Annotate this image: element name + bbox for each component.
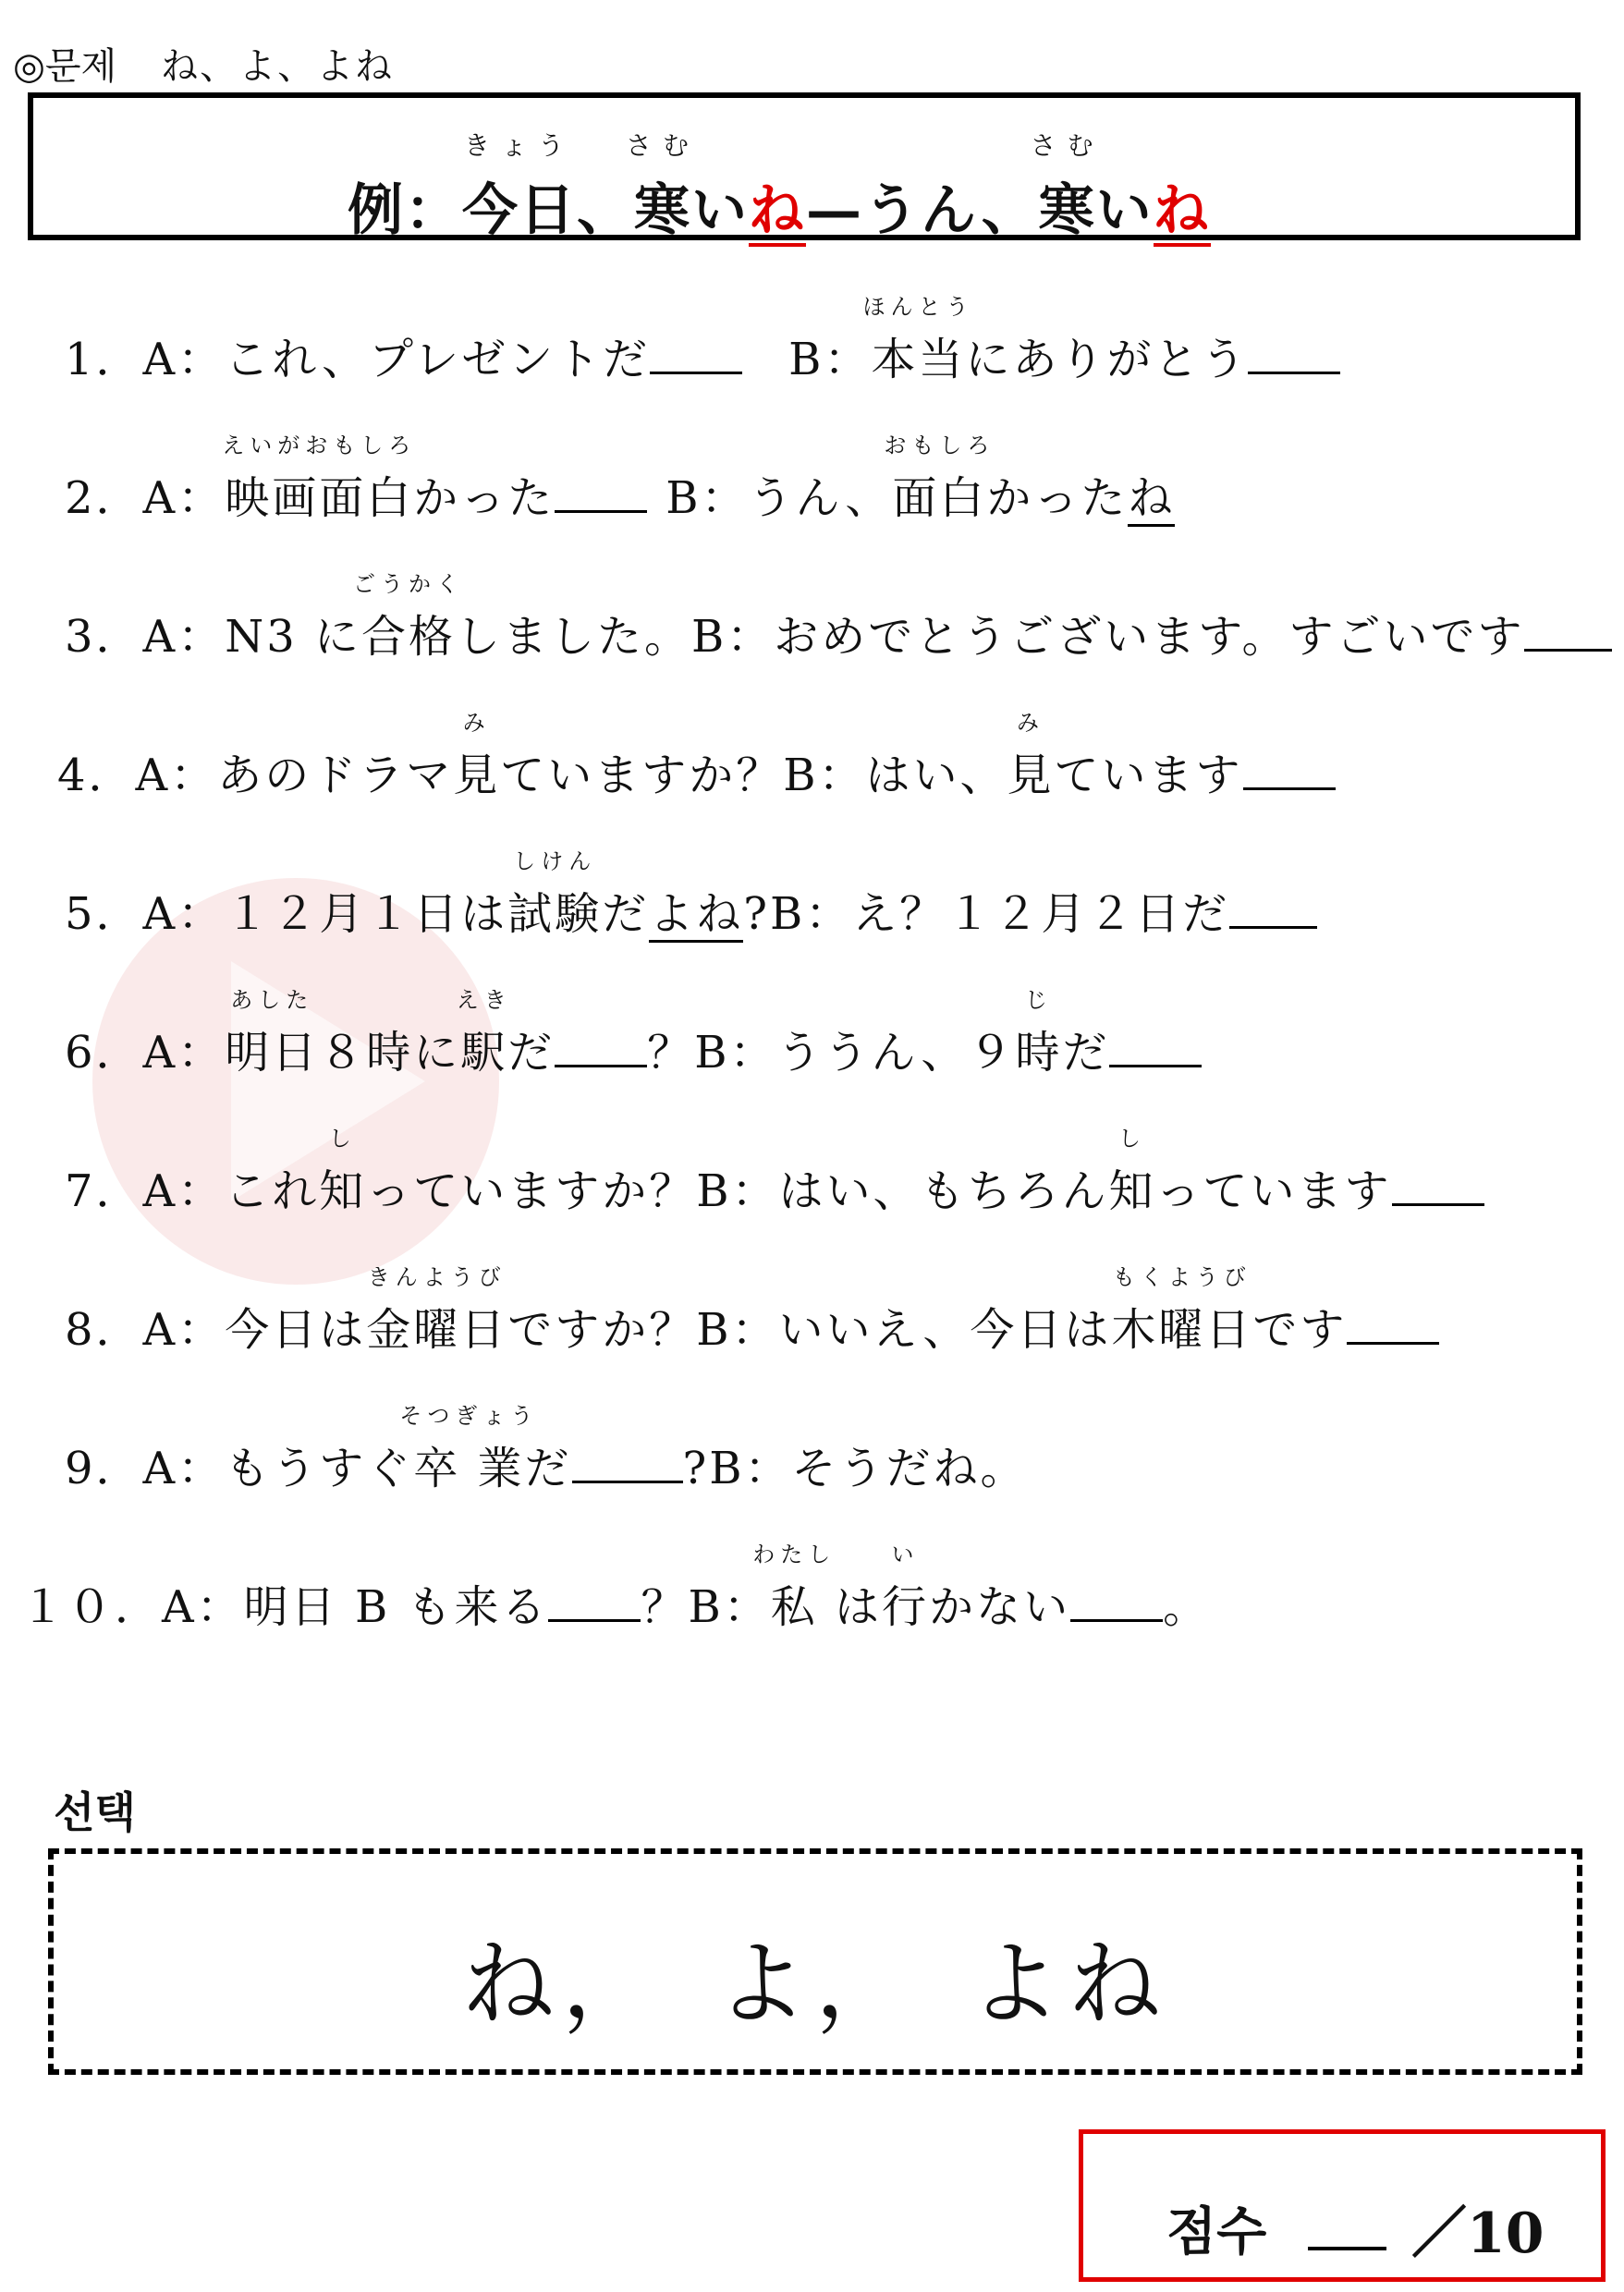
answer-blank[interactable]	[1109, 1024, 1202, 1067]
answer-blank[interactable]	[1070, 1579, 1163, 1622]
score-total: ／10	[1411, 2201, 1545, 2266]
answer-blank[interactable]	[1524, 608, 1612, 652]
ruby-text: わたし	[752, 1542, 836, 1567]
problem-mark: ◎문제	[13, 45, 117, 88]
answer-blank[interactable]	[650, 331, 742, 374]
question-number: 1．	[65, 334, 143, 385]
question-number: 9．	[65, 1443, 143, 1494]
question-text: ています	[1054, 750, 1243, 801]
example-comma: 、	[577, 178, 634, 243]
ruby-base: 今日	[462, 178, 577, 243]
question-text: っていますか？B：はい、もちろん	[366, 1165, 1109, 1217]
choice-label: 선택	[54, 1787, 136, 1837]
question-text: しました。B：おめでとうございます。すごいです	[456, 611, 1525, 663]
example-prefix: 例：	[348, 178, 462, 243]
ruby-base: 本当	[871, 334, 966, 385]
ruby-text: もくようび	[1112, 1264, 1252, 1290]
example-reply: —うん、	[806, 178, 1039, 243]
ruby-base: 合格	[361, 611, 457, 663]
ruby-base: 知	[1108, 1165, 1156, 1217]
question-number: 4．	[57, 750, 136, 801]
question-9	[65, 1403, 1028, 1496]
score-box	[1079, 2129, 1606, 2282]
question-text: です	[1252, 1304, 1348, 1356]
example-answer-ne: ね	[749, 178, 806, 247]
ruby-word	[862, 294, 974, 387]
ruby-base: 寒	[1038, 178, 1096, 243]
ruby-base: 私	[770, 1581, 818, 1633]
question-7	[65, 1126, 1484, 1219]
underlined-answer: ね	[1128, 472, 1175, 527]
ruby-base: 試験	[507, 888, 603, 940]
question-number: 8．	[65, 1304, 143, 1356]
question-number: 5．	[65, 888, 143, 940]
question-text: A：今日は	[142, 1304, 367, 1356]
ruby-word	[1015, 987, 1063, 1080]
answer-blank[interactable]	[1392, 1163, 1484, 1206]
question-text: ?B：え？１２月２日だ	[743, 888, 1230, 940]
question-text: A：	[142, 1027, 226, 1079]
question-text: A：１２月１日は	[142, 888, 508, 940]
question-text: 。	[1163, 1581, 1211, 1633]
ruby-text: ごうかく	[353, 571, 465, 597]
question-number: １０．	[20, 1581, 163, 1633]
question-text: A：	[142, 472, 226, 524]
question-text: っています	[1155, 1165, 1392, 1217]
question-text: だ	[602, 888, 650, 940]
ruby-base: 面白	[892, 472, 987, 524]
ruby-word	[1111, 1264, 1253, 1358]
question-text: だ	[1062, 1027, 1110, 1079]
example-answer-ne: ね	[1154, 178, 1211, 247]
ruby-word	[1007, 710, 1055, 803]
ruby-text: い	[891, 1542, 920, 1567]
question-number: 7．	[65, 1165, 143, 1217]
question-text: A：これ、プレゼントだ	[142, 334, 651, 385]
ruby-word	[399, 1403, 539, 1496]
question-text: は	[817, 1581, 883, 1633]
question-10	[20, 1542, 1211, 1635]
ruby-text: さむ	[1030, 130, 1105, 161]
question-number: 6．	[65, 1027, 143, 1079]
ruby-samu	[625, 130, 701, 246]
question-text: かった	[413, 472, 556, 524]
ruby-text: そつぎょう	[399, 1403, 539, 1429]
question-number: 2．	[65, 472, 143, 524]
answer-blank[interactable]	[1243, 747, 1336, 790]
ruby-base: 時	[1015, 1027, 1063, 1079]
question-text: A：N3 に	[142, 611, 362, 663]
question-text: だ	[524, 1443, 572, 1494]
question-text: かない	[929, 1581, 1071, 1633]
ruby-word	[366, 1264, 508, 1358]
ruby-kyou	[462, 130, 577, 246]
ruby-text: ほんとう	[862, 294, 974, 320]
question-1	[65, 294, 1340, 387]
question-text: ですか？B：いいえ、今日は	[507, 1304, 1112, 1356]
ruby-base: 明日	[225, 1027, 320, 1079]
question-text: ８時に	[319, 1027, 461, 1079]
ruby-text: あした	[230, 987, 314, 1013]
ruby-base: 卒 業	[413, 1443, 525, 1494]
example-sentence	[348, 130, 1211, 246]
ruby-word	[456, 987, 512, 1080]
ruby-base: 駅	[460, 1027, 508, 1079]
answer-blank[interactable]	[555, 469, 647, 513]
question-text: B：うん、	[665, 472, 893, 524]
question-text: だ	[507, 1027, 556, 1079]
ruby-text: し	[328, 1126, 357, 1152]
question-text: ？B：ううん、９	[647, 1027, 1016, 1079]
score-blank[interactable]	[1308, 2247, 1386, 2250]
ruby-word	[453, 710, 501, 803]
question-text: A：あのドラマ	[135, 750, 454, 801]
question-text: B：	[788, 334, 872, 385]
example-text: い	[691, 178, 749, 243]
answer-blank[interactable]	[1229, 885, 1317, 929]
question-text: ていますか？B：はい、	[500, 750, 1007, 801]
worksheet-header	[13, 37, 394, 90]
ruby-text: じ	[1024, 987, 1053, 1013]
ruby-word	[225, 987, 320, 1080]
ruby-base: 行	[882, 1581, 930, 1633]
question-6	[65, 987, 1202, 1080]
question-text: A：もうすぐ	[142, 1443, 414, 1494]
ruby-text: きょう	[463, 130, 576, 161]
underlined-answer: よね	[649, 888, 743, 943]
choice-options: ね， よ， よね	[462, 1930, 1168, 2038]
question-number: 3．	[65, 611, 143, 663]
ruby-base: 金曜日	[366, 1304, 508, 1356]
ruby-text: きんようび	[367, 1264, 507, 1290]
ruby-word	[752, 1542, 836, 1635]
question-text: A：これ	[142, 1165, 320, 1217]
question-8	[65, 1264, 1439, 1358]
ruby-base: 見	[453, 750, 501, 801]
question-text: にありがとう	[965, 334, 1249, 385]
score-label: 점수	[1166, 2202, 1267, 2262]
choice-box	[48, 1848, 1582, 2075]
answer-blank[interactable]	[555, 1024, 647, 1067]
ruby-word	[222, 433, 417, 526]
ruby-samu	[1030, 130, 1105, 246]
question-4	[57, 710, 1336, 803]
ruby-text: み	[462, 710, 491, 736]
example-box	[28, 92, 1581, 243]
answer-blank[interactable]	[572, 1440, 683, 1483]
ruby-text: えいがおもしろ	[222, 433, 417, 458]
question-5	[65, 848, 1317, 942]
ruby-text: し	[1118, 1126, 1147, 1152]
ruby-word	[319, 1126, 367, 1219]
question-text: A：明日 B も来る	[162, 1581, 549, 1633]
ruby-base: 映画面白	[225, 472, 414, 524]
answer-blank[interactable]	[1248, 331, 1340, 374]
ruby-base: 知	[319, 1165, 367, 1217]
answer-blank[interactable]	[1347, 1301, 1439, 1345]
ruby-text: み	[1017, 710, 1045, 736]
example-text: い	[1095, 178, 1154, 243]
ruby-word	[882, 1542, 930, 1635]
question-3	[65, 571, 1612, 664]
question-text: ？B：	[641, 1581, 771, 1633]
ruby-base: 見	[1007, 750, 1055, 801]
ruby-text: さむ	[625, 130, 701, 161]
ruby-word	[884, 433, 995, 526]
ruby-word	[507, 848, 603, 942]
ruby-text: しけん	[513, 848, 597, 874]
ruby-base: 木曜日	[1111, 1304, 1253, 1356]
worksheet-title: ね、よ、よね	[161, 45, 395, 88]
ruby-text: えき	[456, 987, 512, 1013]
question-text: かった	[986, 472, 1129, 524]
ruby-base: 寒	[634, 178, 691, 243]
question-text: ?B：そうだね。	[682, 1443, 1028, 1494]
ruby-word	[1108, 1126, 1156, 1219]
question-2	[65, 433, 1176, 526]
ruby-text: おもしろ	[884, 433, 995, 458]
answer-blank[interactable]	[548, 1579, 641, 1622]
ruby-word	[353, 571, 465, 664]
